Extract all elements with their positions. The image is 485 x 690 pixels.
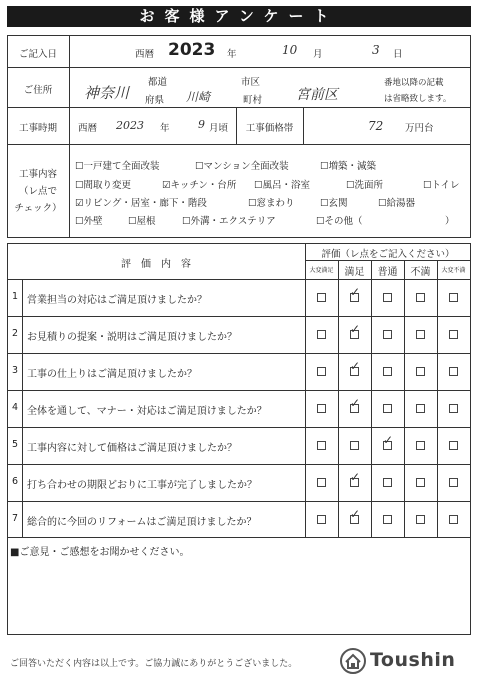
- rating-header: 満足: [344, 267, 365, 278]
- work-item-label: 給湯器: [386, 198, 416, 209]
- question-number: 7: [11, 513, 19, 524]
- rating-checkbox[interactable]: [416, 515, 425, 524]
- work-item[interactable]: [320, 158, 376, 172]
- period-month-value: 9: [198, 118, 205, 131]
- rating-checkbox[interactable]: [317, 515, 326, 524]
- check-mark-icon: ✓: [383, 433, 394, 447]
- address-pref-bottom: 府県: [145, 95, 165, 106]
- period-label: 工事時期: [18, 123, 57, 134]
- checkbox-icon: ☐: [75, 180, 84, 191]
- address-note-1: 番地以降の記載: [384, 78, 444, 88]
- work-item[interactable]: [378, 195, 415, 209]
- work-item-label: ）: [445, 216, 455, 227]
- date-era: 西暦: [135, 49, 155, 60]
- rating-header: 大変満足: [309, 267, 334, 274]
- checkbox-icon: ☐: [320, 161, 329, 172]
- checkbox-icon: ☐: [346, 180, 355, 191]
- question-text: お見積りの提案・説明はご満足頂けましたか？: [27, 332, 237, 343]
- rating-checkbox[interactable]: [416, 293, 425, 302]
- question-text: 営業担当の対応はご満足頂けましたか？: [27, 295, 207, 306]
- date-year: 2023: [168, 40, 216, 60]
- rating-checkbox[interactable]: [449, 404, 458, 413]
- question-text: 全体を通して、マナー・対応はご満足頂けましたか？: [27, 406, 267, 417]
- rating-header: 不満: [410, 267, 431, 278]
- address-prefecture-value: 神奈川: [84, 84, 130, 102]
- rating-checkbox[interactable]: [383, 367, 392, 376]
- date-month-value: 10: [282, 43, 298, 57]
- checkbox-icon: ☐: [248, 198, 257, 209]
- rating-checkbox[interactable]: [317, 330, 326, 339]
- content-sub-2: チェック）: [14, 203, 62, 214]
- rating-checkbox[interactable]: [416, 367, 425, 376]
- work-item-label: キッチン・台所: [170, 180, 237, 191]
- question-text: 工事内容に対して価格はご満足頂けましたか？: [27, 443, 237, 454]
- work-item[interactable]: [445, 213, 455, 227]
- checkbox-icon: ☐: [378, 198, 387, 209]
- address-label: ご住所: [23, 85, 53, 96]
- rating-checkbox[interactable]: [416, 330, 425, 339]
- work-item[interactable]: [346, 177, 383, 191]
- checkbox-icon: ☐: [75, 161, 84, 172]
- work-item-label: 外溝・エクステリア: [190, 216, 276, 227]
- survey-header-content: 評 価 内 容: [121, 259, 191, 270]
- work-item-label: 一戸建て全面改装: [83, 161, 160, 172]
- rating-checkbox[interactable]: [383, 330, 392, 339]
- rating-checkbox[interactable]: [317, 367, 326, 376]
- work-item-label: 窓まわり: [256, 198, 295, 209]
- work-item[interactable]: [75, 213, 103, 227]
- checkbox-icon: ☐: [195, 161, 204, 172]
- price-value: 72: [368, 119, 384, 133]
- price-unit: 万円台: [405, 123, 434, 134]
- question-number: 3: [11, 365, 19, 376]
- brand-logo: [340, 648, 472, 676]
- checked-box-icon: ☑: [75, 198, 84, 209]
- footer-thanks: ご回答いただく内容は以上です。ご協力誠にありがとうございました。: [10, 659, 298, 669]
- rating-checkbox[interactable]: [317, 293, 326, 302]
- work-item[interactable]: [75, 158, 160, 172]
- check-mark-icon: ✓: [350, 470, 361, 484]
- rating-checkbox[interactable]: [383, 404, 392, 413]
- period-era: 西暦: [78, 123, 98, 134]
- question-number: 5: [11, 439, 19, 450]
- rating-checkbox[interactable]: [416, 441, 425, 450]
- date-year-unit: 年: [227, 49, 237, 60]
- period-month-unit: 月頃: [209, 123, 229, 134]
- work-item[interactable]: [248, 195, 295, 209]
- period-year-unit: 年: [160, 123, 170, 134]
- rating-checkbox[interactable]: [449, 441, 458, 450]
- work-item-label: 風呂・浴室: [262, 180, 311, 191]
- check-mark-icon: ✓: [350, 396, 361, 410]
- rating-checkbox[interactable]: [383, 293, 392, 302]
- brand-name: Toushin: [370, 649, 456, 671]
- question-number: 6: [11, 476, 19, 487]
- rating-checkbox[interactable]: [449, 515, 458, 524]
- check-mark-icon: ✓: [350, 322, 361, 336]
- work-item[interactable]: [254, 177, 310, 191]
- work-item[interactable]: [182, 213, 276, 227]
- check-mark-icon: ✓: [350, 285, 361, 299]
- checkbox-icon: ☐: [75, 216, 84, 227]
- work-item-label: トイレ: [431, 180, 460, 191]
- checkbox-icon: ☐: [182, 216, 191, 227]
- work-item[interactable]: [195, 158, 289, 172]
- rating-checkbox[interactable]: [383, 515, 392, 524]
- rating-checkbox[interactable]: [317, 478, 326, 487]
- rating-checkbox[interactable]: [449, 293, 458, 302]
- survey-title: お客様アンケート: [7, 6, 471, 27]
- work-item-label: その他（: [324, 216, 363, 227]
- work-item-label: 増築・減築: [328, 161, 377, 172]
- question-number: 1: [11, 291, 19, 302]
- rating-checkbox[interactable]: [383, 478, 392, 487]
- check-mark-icon: ✓: [350, 359, 361, 373]
- work-item-label: 間取り変更: [83, 180, 132, 191]
- work-item-label: リビング・居室・廊下・階段: [83, 198, 207, 209]
- check-mark-icon: ✓: [350, 507, 361, 521]
- date-day-value: 3: [372, 43, 380, 57]
- question-text: 打ち合わせの期限どおりに工事が完了しましたか？: [27, 480, 257, 491]
- work-item[interactable]: [320, 195, 348, 209]
- rating-header: 大変不満: [441, 267, 466, 274]
- address-city-value: 川崎: [186, 90, 211, 104]
- rating-checkbox[interactable]: [416, 478, 425, 487]
- checkbox-icon: ☐: [320, 198, 329, 209]
- survey-header-rating: 評価（レ点をご記入ください）: [321, 249, 455, 260]
- work-item[interactable]: [75, 195, 207, 209]
- work-item-label: 玄関: [328, 198, 348, 209]
- work-item[interactable]: [316, 213, 363, 227]
- comments-label: ■ご意見・ご感想をお聞かせください。: [10, 547, 190, 558]
- rating-checkbox[interactable]: [449, 330, 458, 339]
- work-item-label: 屋根: [136, 216, 156, 227]
- content-sub-1: （レ点で: [18, 186, 57, 197]
- rating-checkbox[interactable]: [449, 478, 458, 487]
- work-item[interactable]: [423, 177, 460, 191]
- work-item[interactable]: [128, 213, 156, 227]
- question-number: 4: [11, 402, 19, 413]
- question-text: 総合的に今回のリフォームはご満足頂けましたか？: [27, 517, 257, 528]
- work-item-label: 洗面所: [354, 180, 384, 191]
- checkbox-icon: ☐: [423, 180, 432, 191]
- rating-checkbox[interactable]: [449, 367, 458, 376]
- address-pref-top: 都道: [148, 77, 168, 88]
- date-month-unit: 月: [313, 49, 323, 60]
- checkbox-icon: ☐: [316, 216, 325, 227]
- rating-header: 普通: [377, 267, 398, 278]
- work-item[interactable]: [75, 177, 131, 191]
- rating-checkbox[interactable]: [317, 404, 326, 413]
- date-day-unit: 日: [393, 49, 403, 60]
- work-item[interactable]: [162, 177, 236, 191]
- rating-checkbox[interactable]: [317, 441, 326, 450]
- address-ward-value: 宮前区: [296, 87, 338, 103]
- question-text: 工事の仕上りはご満足頂けましたか？: [27, 369, 197, 380]
- checkbox-icon: ☐: [254, 180, 263, 191]
- question-number: 2: [11, 328, 19, 339]
- house-logo-icon: [340, 648, 366, 674]
- work-item-label: 外壁: [83, 216, 103, 227]
- date-label: ご記入日: [18, 49, 57, 60]
- checked-box-icon: ☑: [162, 180, 171, 191]
- rating-checkbox[interactable]: [416, 404, 425, 413]
- work-item-label: マンション全面改装: [203, 161, 289, 172]
- address-city-bottom: 町村: [243, 95, 263, 106]
- price-label: 工事価格帯: [245, 123, 294, 134]
- address-note-2: は省略致します。: [384, 94, 452, 104]
- content-label: 工事内容: [18, 169, 57, 180]
- address-city-top: 市区: [241, 77, 261, 88]
- checkbox-icon: ☐: [128, 216, 137, 227]
- rating-checkbox[interactable]: [350, 441, 359, 450]
- period-year-value: 2023: [116, 119, 144, 132]
